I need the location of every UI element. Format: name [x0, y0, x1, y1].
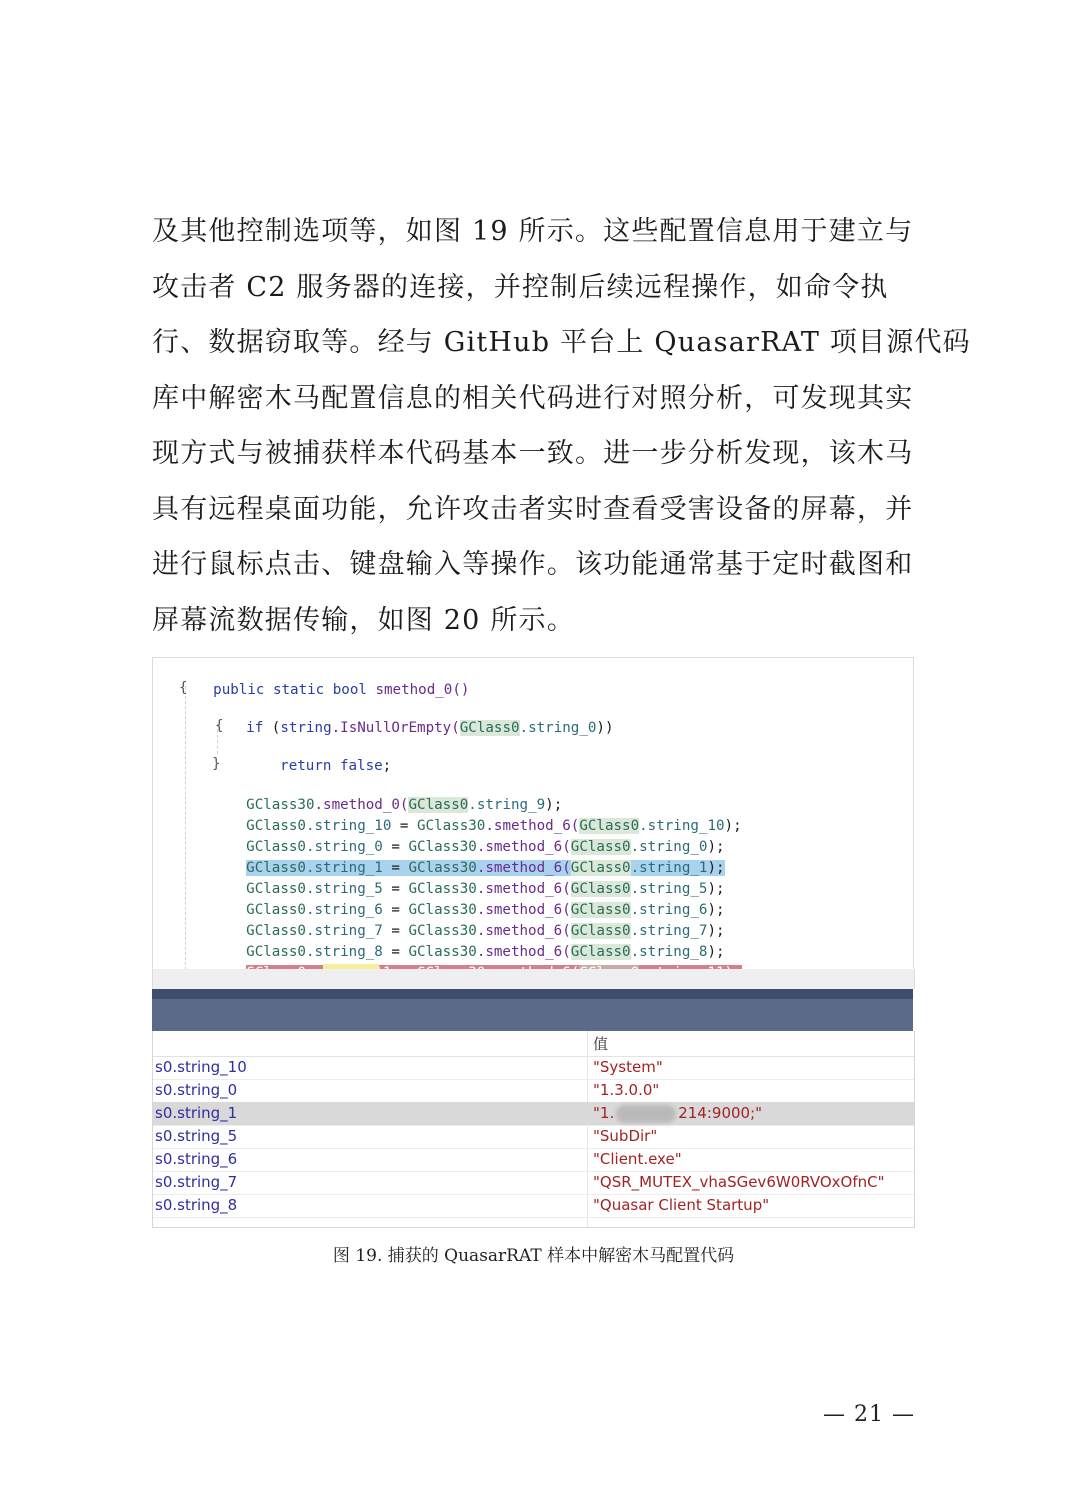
variable-value: [593, 1104, 762, 1123]
code-field: .string_6: [630, 902, 708, 918]
variable-name: s0.string_6: [155, 1150, 238, 1168]
code-text: =: [382, 860, 409, 876]
code-field: .string_5: [305, 881, 383, 897]
code-keyword: return false: [280, 758, 383, 774]
code-class: GClass0: [246, 818, 306, 834]
variable-name: s0.string_1: [155, 1104, 238, 1122]
locals-panel-titlebar: [152, 989, 913, 1031]
code-text: =: [382, 839, 409, 855]
code-method: .smethod_6(: [476, 923, 571, 939]
variable-name: s0.string_5: [155, 1127, 238, 1145]
locals-row[interactable]: [153, 1079, 914, 1103]
code-line-assign: [212, 859, 725, 897]
code-field: .string_8: [305, 944, 383, 960]
code-line-brace: {: [215, 718, 224, 734]
code-line-signature: [179, 660, 470, 698]
value-prefix: "1.: [593, 1104, 615, 1122]
locals-row[interactable]: [153, 1171, 914, 1195]
code-class: GClass0: [246, 860, 306, 876]
code-field: .string_0: [519, 720, 597, 736]
titlebar-stripe: [152, 989, 913, 999]
variable-value: "Client.exe": [593, 1150, 682, 1168]
code-class: GClass0: [570, 839, 631, 855]
code-line-brace: }: [212, 756, 221, 772]
code-field: .string_8: [630, 944, 708, 960]
code-text: ;: [382, 758, 392, 774]
code-method: .smethod_6(: [485, 818, 580, 834]
variable-name: s0.string_7: [155, 1173, 238, 1191]
code-class: GClass30: [408, 881, 477, 897]
variable-value: "1.3.0.0": [593, 1081, 660, 1099]
editor-scrollbar[interactable]: [152, 969, 915, 989]
paragraph-line: 具有远程桌面功能，允许攻击者实时查看受害设备的屏幕，并: [152, 493, 914, 525]
code-field: .string_7: [305, 923, 383, 939]
code-field: .string_0: [305, 839, 383, 855]
code-editor: [152, 657, 914, 970]
code-text: );: [545, 797, 563, 813]
locals-row[interactable]: [153, 1194, 914, 1218]
variable-value: "QSR_MUTEX_vhaSGev6W0RVOxOfnC": [593, 1173, 885, 1191]
locals-row[interactable]: [153, 1125, 914, 1149]
code-field: .string_0: [630, 839, 708, 855]
code-field: .string_7: [630, 923, 708, 939]
code-text: =: [391, 818, 418, 834]
code-line-call: [212, 775, 563, 813]
variable-value: "Quasar Client Startup": [593, 1196, 770, 1214]
paragraph-line: 库中解密木马配置信息的相关代码进行对照分析，可发现其实: [152, 382, 914, 414]
code-class: GClass0: [246, 923, 306, 939]
code-keyword: if: [246, 720, 264, 736]
code-class: GClass30: [408, 902, 477, 918]
code-class: GClass30: [408, 923, 477, 939]
code-class: GClass0: [246, 902, 306, 918]
code-line-assign: [212, 880, 725, 918]
code-text: =: [382, 902, 409, 918]
variable-value: "SubDir": [593, 1127, 658, 1145]
code-line-assign: [212, 796, 742, 834]
code-method: .smethod_6(: [476, 860, 571, 876]
paragraph-line: 屏幕流数据传输，如图 20 所示。: [152, 604, 575, 636]
code-class: GClass30: [408, 839, 477, 855]
code-text: );: [707, 944, 725, 960]
code-field: .string_9: [468, 797, 546, 813]
code-line-assign: [212, 922, 725, 960]
code-class: GClass0: [408, 797, 469, 813]
code-line-return: [246, 736, 392, 774]
code-line-assign-selected: [212, 838, 725, 876]
body-paragraph: [152, 204, 971, 648]
code-method: .IsNullOrEmpty(: [331, 720, 460, 736]
code-text: );: [707, 902, 725, 918]
code-text: );: [707, 839, 725, 855]
code-method: .smethod_6(: [476, 944, 571, 960]
paragraph-line: 行、数据窃取等。经与 GitHub 平台上 QuasarRAT 项目源代码: [152, 327, 971, 358]
paragraph-line: 攻击者 C2 服务器的连接，并控制后续远程操作，如命令执: [152, 271, 889, 303]
code-field: .string_1: [305, 860, 383, 876]
code-field: .string_10: [639, 818, 725, 834]
code-line-assign-breakpoint: [212, 943, 742, 963]
redacted-blur: [616, 1105, 676, 1123]
variable-value: "System": [593, 1058, 663, 1076]
code-class: GClass0: [570, 881, 631, 897]
code-text: =: [382, 944, 409, 960]
variable-name: s0.string_0: [155, 1081, 238, 1099]
code-text: )): [596, 720, 614, 736]
code-field: .string_10: [305, 818, 392, 834]
code-line-assign: [212, 901, 725, 939]
code-method: .smethod_6(: [476, 881, 571, 897]
locals-row[interactable]: [153, 1148, 914, 1172]
code-type: string: [280, 720, 332, 736]
variable-name: s0.string_10: [155, 1058, 247, 1076]
locals-row-selected[interactable]: [153, 1102, 914, 1126]
code-method: smethod_0(): [375, 682, 470, 698]
code-class: GClass0: [570, 944, 631, 960]
code-line-assign: [212, 817, 725, 855]
variable-name: s0.string_8: [155, 1196, 238, 1214]
value-suffix: 214:9000;": [678, 1104, 763, 1122]
value-column-header[interactable]: 值: [593, 1035, 609, 1053]
code-text: =: [382, 881, 409, 897]
code-line-brace: {: [179, 680, 188, 696]
code-text: );: [707, 881, 725, 897]
paragraph-line: 及其他控制选项等，如图 19 所示。这些配置信息用于建立与: [152, 216, 914, 247]
paragraph-line: 进行鼠标点击、键盘输入等操作。该功能通常基于定时截图和: [152, 549, 914, 580]
paragraph-line: 现方式与被捕获样本代码基本一致。进一步分析发现，该木马: [152, 438, 914, 469]
code-method: .smethod_6(: [476, 839, 571, 855]
code-class: GClass0: [246, 881, 306, 897]
code-field: .string_6: [305, 902, 383, 918]
code-class: GClass0: [579, 818, 640, 834]
code-method: .smethod_6(: [476, 902, 571, 918]
code-class: GClass30: [408, 860, 477, 876]
figure-caption: 图 19. 捕获的 QuasarRAT 样本中解密木马配置代码: [332, 1246, 735, 1266]
indent-guide: [185, 686, 186, 970]
code-class: GClass0: [246, 944, 306, 960]
code-line-if: [212, 698, 614, 736]
code-class: GClass0: [570, 902, 631, 918]
code-class: GClass30: [408, 944, 477, 960]
code-field: .string_5: [630, 881, 708, 897]
code-class: GClass30: [246, 797, 315, 813]
code-method: .smethod_0(: [314, 797, 409, 813]
code-class: GClass0: [459, 720, 520, 736]
code-text: =: [382, 923, 409, 939]
code-text: );: [724, 818, 742, 834]
page-number: — 21 —: [823, 1402, 915, 1427]
code-class: GClass0: [570, 860, 631, 876]
code-class: GClass0: [570, 923, 631, 939]
code-text: );: [707, 860, 725, 876]
code-text: );: [707, 923, 725, 939]
locals-header: [153, 1031, 914, 1057]
code-class: GClass0: [246, 839, 306, 855]
code-class: GClass30: [417, 818, 486, 834]
locals-panel: [152, 1031, 915, 1228]
code-keyword: public static bool: [213, 682, 367, 698]
locals-row[interactable]: [153, 1056, 914, 1080]
code-field: .string_1: [630, 860, 708, 876]
code-text: (: [263, 720, 281, 736]
